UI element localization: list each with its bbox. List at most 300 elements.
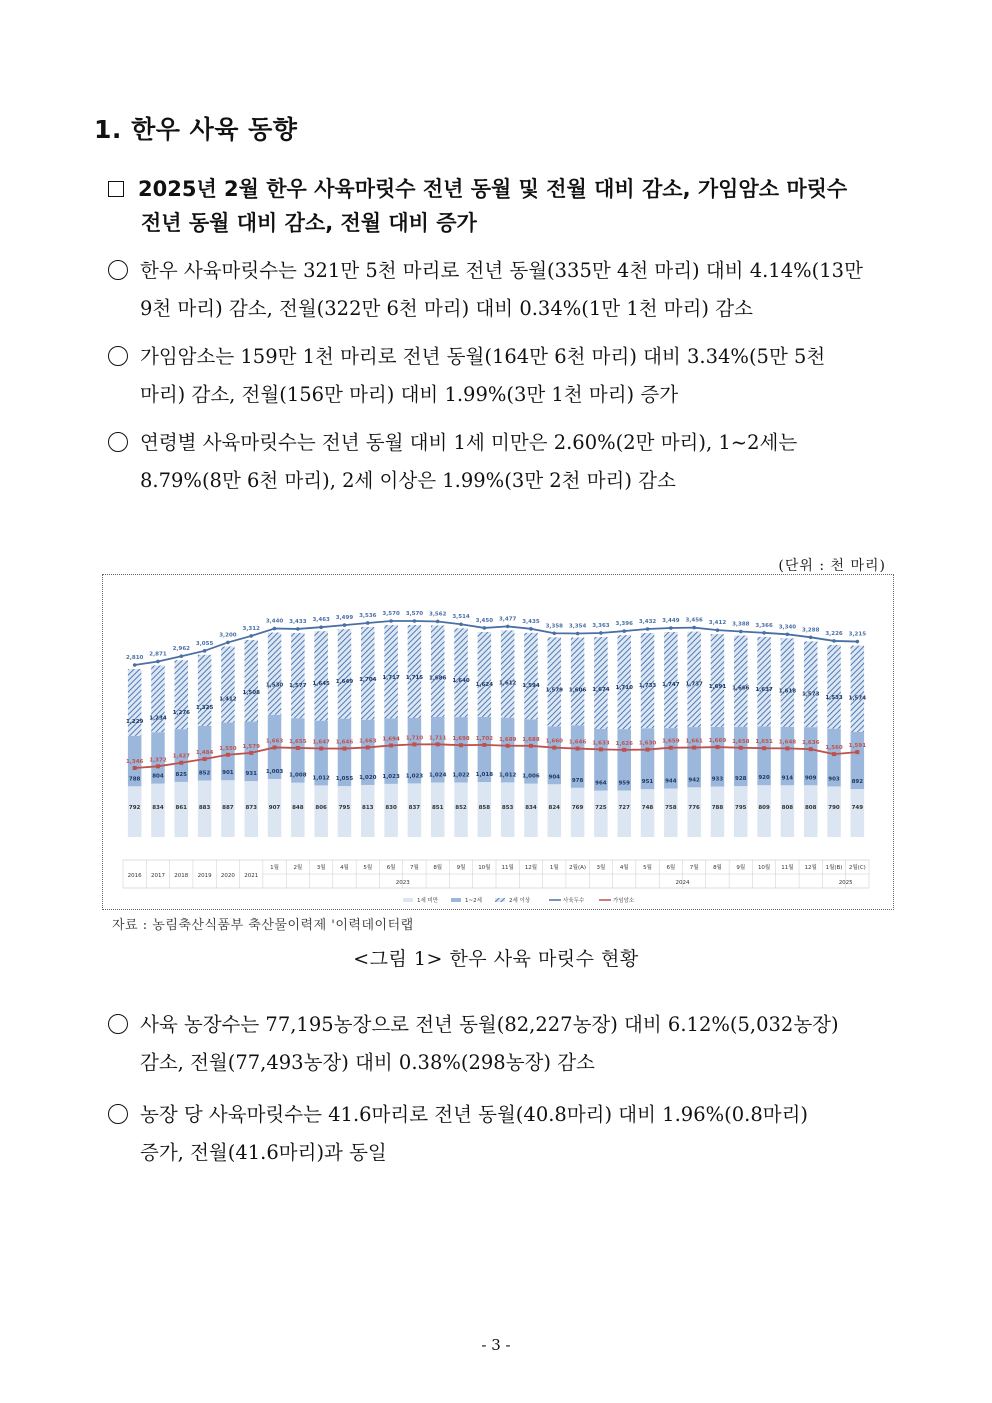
- label-total: 3,463: [312, 617, 330, 624]
- bar-under-1: [781, 785, 795, 837]
- axis-tick-label: 5월: [363, 865, 373, 871]
- label-over-2: 1,640: [452, 678, 470, 685]
- label-1-2: 1,018: [475, 772, 494, 779]
- square-bullet-icon: [108, 181, 124, 197]
- label-fertile: 1,694: [382, 736, 400, 743]
- circle-bullet-icon: [108, 346, 128, 366]
- point-fertile: [529, 744, 533, 748]
- point-total: [413, 619, 417, 623]
- point-total: [296, 627, 300, 631]
- label-under-1: 725: [595, 805, 607, 811]
- label-1-2: 1,008: [289, 772, 307, 779]
- label-fertile: 1,633: [592, 740, 610, 747]
- label-1-2: 788: [128, 776, 141, 783]
- label-1-2: 951: [641, 779, 654, 786]
- label-fertile: 1,663: [265, 738, 284, 745]
- bullet-line: 증가, 전월(41.6마리)과 동일: [140, 1141, 387, 1164]
- label-under-1: 792: [128, 805, 141, 811]
- bar-under-1: [664, 788, 678, 837]
- label-over-2: 1,637: [755, 686, 773, 693]
- label-over-2: 1,674: [592, 686, 610, 693]
- axis-tick-label: 6월: [386, 865, 396, 871]
- label-total: 3,570: [405, 611, 424, 617]
- label-under-1: 861: [175, 805, 188, 811]
- bar-over-2: [405, 625, 424, 718]
- point-fertile: [412, 742, 416, 746]
- bar-over-2: [804, 641, 818, 727]
- label-over-2: 1,276: [172, 710, 190, 717]
- circle-bullet-icon: [108, 432, 128, 452]
- axis-tick-label: 3월: [316, 865, 326, 871]
- axis-tick-label: 2017: [150, 873, 165, 879]
- label-fertile: 1,698: [452, 736, 470, 743]
- legend-label: 사육두수: [563, 898, 585, 904]
- label-fertile: 1,702: [475, 735, 494, 742]
- axis-tick-label: 8월: [433, 865, 443, 871]
- bar-under-1: [128, 786, 142, 837]
- bar-under-1: [314, 785, 328, 837]
- point-total: [366, 621, 370, 625]
- point-fertile: [809, 747, 813, 751]
- label-under-1: 776: [688, 805, 700, 811]
- point-total: [622, 629, 626, 633]
- label-1-2: 959: [618, 780, 630, 787]
- point-fertile: [203, 757, 207, 761]
- bar-over-2: [195, 655, 214, 726]
- bar-over-2: [314, 631, 328, 720]
- point-total: [436, 620, 440, 624]
- bar-over-2: [265, 633, 284, 715]
- point-total: [273, 627, 277, 631]
- point-fertile: [506, 744, 510, 748]
- bullet-item: [108, 338, 898, 414]
- label-1-2: 944: [665, 778, 677, 785]
- axis-tick-label: 10월: [757, 865, 771, 871]
- bar-under-1: [804, 785, 818, 837]
- label-over-2: 1,649: [335, 679, 354, 686]
- label-fertile: 1,579: [242, 743, 260, 750]
- label-under-1: 858: [478, 805, 491, 811]
- point-total: [226, 641, 230, 645]
- label-fertile: 1,655: [289, 738, 307, 745]
- label-1-2: 909: [804, 775, 817, 782]
- label-total: 3,477: [498, 616, 517, 623]
- bar-over-2: [291, 633, 305, 718]
- label-over-2: 1,612: [498, 680, 517, 687]
- label-over-2: 1,229: [125, 719, 144, 725]
- label-fertile: 1,689: [498, 736, 517, 743]
- bullet-item: [108, 252, 898, 328]
- point-fertile: [715, 745, 719, 749]
- point-fertile: [855, 750, 859, 754]
- point-total: [739, 630, 743, 634]
- label-total: 3,456: [685, 617, 703, 624]
- label-over-2: 1,606: [568, 687, 587, 694]
- label-1-2: 1,020: [359, 774, 377, 781]
- bullet-item: [108, 1006, 898, 1082]
- point-fertile: [179, 761, 183, 765]
- label-over-2: 1,577: [289, 682, 307, 689]
- bullet-line: 한우 사육마릿수는 321만 5천 마리로 전년 동월(335만 4천 마리) 대비 4.14%(13만: [140, 259, 863, 282]
- label-1-2: 852: [198, 770, 211, 777]
- axis-tick-label: 2016: [127, 873, 142, 879]
- circle-bullet-icon: [108, 1104, 128, 1124]
- axis-tick-label: 12월: [804, 865, 817, 871]
- label-over-2: 1,691: [708, 684, 727, 691]
- point-total: [599, 631, 603, 635]
- label-fertile: 1,636: [802, 740, 820, 747]
- axis-tick-label: 2월: [293, 865, 303, 871]
- point-total: [529, 627, 533, 631]
- point-total: [762, 631, 766, 635]
- bar-over-2: [594, 637, 608, 729]
- axis-tick-label: 12월: [524, 865, 538, 871]
- point-fertile: [226, 753, 230, 757]
- point-fertile: [249, 751, 253, 755]
- bar-over-2: [687, 632, 701, 727]
- circle-bullet-icon: [108, 1014, 128, 1034]
- label-over-2: 1,710: [615, 685, 633, 692]
- label-total: 3,514: [452, 614, 470, 621]
- label-1-2: 903: [828, 776, 840, 783]
- bar-under-1: [734, 786, 748, 837]
- label-1-2: 1,022: [452, 772, 470, 779]
- label-under-1: 837: [408, 805, 421, 811]
- label-under-1: 851: [431, 805, 444, 811]
- point-total: [133, 663, 137, 667]
- point-fertile: [646, 748, 650, 752]
- source-note: 자료 : 농림축산식품부 축산물이력제 '이력데이터랩: [112, 918, 414, 933]
- label-under-1: 769: [571, 805, 584, 811]
- point-total: [809, 636, 813, 640]
- label-under-1: 883: [198, 805, 211, 811]
- label-fertile: 1,427: [172, 753, 190, 760]
- bar-over-2: [151, 665, 165, 732]
- label-1-2: 804: [152, 773, 164, 780]
- bar-over-2: [361, 627, 375, 720]
- label-fertile: 1,372: [149, 757, 167, 764]
- legend-swatch: [403, 898, 413, 902]
- axis-tick-label: 7월: [410, 865, 419, 871]
- label-total: 3,363: [592, 622, 610, 629]
- label-total: 3,433: [289, 618, 307, 625]
- label-1-2: 942: [688, 777, 700, 784]
- label-1-2: 931: [245, 771, 257, 778]
- label-fertile: 1,647: [312, 739, 330, 746]
- bar-over-2: [524, 633, 538, 719]
- point-total: [786, 633, 790, 637]
- bar-over-2: [335, 629, 354, 718]
- point-total: [716, 628, 720, 632]
- bar-over-2: [221, 646, 235, 722]
- label-under-1: 749: [851, 805, 864, 811]
- label-1-2: 1,024: [429, 772, 447, 779]
- headline-line1: 2025년 2월 한우 사육마릿수 전년 동월 및 전월 대비 감소, 가임암소 마릿수: [138, 177, 848, 201]
- axis-tick-label: 2월(C): [848, 865, 866, 871]
- point-total: [856, 640, 860, 644]
- bar-under-1: [571, 788, 585, 837]
- label-over-2: 1,733: [638, 682, 657, 689]
- label-total: 3,055: [195, 640, 214, 647]
- axis-tick-label: 1월: [270, 865, 279, 871]
- bar-over-2: [708, 634, 727, 727]
- label-over-2: 1,508: [242, 689, 260, 696]
- label-total: 3,570: [382, 611, 400, 617]
- label-under-1: 873: [245, 805, 257, 811]
- label-total: 3,340: [778, 624, 797, 631]
- label-under-1: 907: [268, 805, 281, 811]
- label-total: 3,450: [475, 617, 494, 624]
- label-under-1: 853: [501, 805, 514, 811]
- bullet-line: 농장 당 사육마릿수는 41.6마리로 전년 동월(40.8마리) 대비 1.96%(0.8마리): [140, 1103, 809, 1126]
- legend-label: 2세 이상: [509, 898, 531, 904]
- page-number: - 3 -: [481, 1336, 511, 1354]
- point-fertile: [669, 746, 673, 750]
- label-under-1: 824: [548, 805, 561, 811]
- label-over-2: 1,618: [778, 688, 797, 695]
- point-fertile: [319, 746, 323, 750]
- label-under-1: 813: [362, 805, 374, 811]
- axis-tick-label: 2019: [197, 873, 212, 879]
- label-under-1: 795: [338, 805, 351, 811]
- section-title: 1. 한우 사육 동향: [94, 115, 298, 144]
- label-1-2: 1,023: [382, 773, 400, 780]
- label-over-2: 1,686: [429, 675, 447, 682]
- cattle-population-chart: [103, 575, 892, 908]
- point-total: [319, 625, 323, 629]
- label-1-2: 901: [222, 770, 234, 777]
- label-total: 3,366: [755, 622, 773, 629]
- label-over-2: 1,530: [265, 682, 284, 689]
- label-1-2: 928: [735, 776, 747, 783]
- headline-line2: 전년 동월 대비 감소, 전월 대비 증가: [141, 211, 477, 235]
- label-under-1: 758: [665, 805, 677, 811]
- point-total: [156, 660, 160, 664]
- label-total: 3,396: [615, 621, 633, 628]
- label-1-2: 1,003: [265, 768, 284, 775]
- point-fertile: [342, 747, 346, 751]
- label-total: 3,226: [825, 630, 843, 637]
- label-over-2: 1,704: [359, 676, 377, 683]
- unit-label: (단위 : 천 마리): [778, 558, 886, 574]
- bullet-line: 8.79%(8만 6천 마리), 2세 이상은 1.99%(3만 2천 마리) 감소: [140, 469, 676, 492]
- label-over-2: 1,234: [149, 715, 167, 722]
- label-total: 2,810: [125, 655, 144, 661]
- label-total: 3,536: [359, 612, 377, 619]
- axis-year-label: 2023: [395, 880, 410, 886]
- label-fertile: 1,591: [848, 743, 867, 750]
- point-fertile: [785, 746, 789, 750]
- label-total: 2,962: [172, 646, 190, 653]
- point-total: [832, 639, 836, 643]
- label-under-1: 809: [758, 805, 770, 811]
- bar-over-2: [244, 640, 258, 722]
- label-1-2: 825: [175, 771, 188, 778]
- label-total: 3,388: [732, 621, 750, 628]
- label-1-2: 1,055: [335, 776, 354, 783]
- label-over-2: 1,579: [545, 687, 563, 694]
- point-fertile: [156, 764, 160, 768]
- bar-over-2: [757, 637, 771, 727]
- axis-year-label: 2024: [675, 880, 690, 886]
- point-total: [506, 625, 510, 629]
- label-total: 3,432: [638, 618, 657, 625]
- label-fertile: 1,661: [685, 738, 703, 745]
- point-total: [343, 623, 347, 627]
- label-over-2: 1,666: [732, 685, 750, 692]
- legend-swatch: [495, 898, 505, 902]
- label-total: 3,435: [522, 618, 540, 625]
- bar-under-1: [617, 790, 631, 837]
- point-fertile: [436, 742, 440, 746]
- axis-tick-label: 3월: [596, 865, 606, 871]
- bullet-line: 사육 농장수는 77,195농장으로 전년 동월(82,227농장) 대비 6.12%(5,032농장): [140, 1013, 839, 1036]
- label-fertile: 1,711: [429, 735, 447, 742]
- bullet-line: 연령별 사육마릿수는 전년 동월 대비 1세 미만은 2.60%(2만 마리), 1~2세는: [140, 431, 798, 454]
- circle-bullet-icon: [108, 260, 128, 280]
- bullet-line: 가임암소는 159만 1천 마리로 전년 동월(164만 6천 마리) 대비 3.34%(5만 5천: [140, 345, 826, 368]
- point-total: [179, 654, 183, 658]
- bar-over-2: [475, 632, 494, 717]
- label-under-1: 808: [781, 805, 794, 811]
- label-fertile: 1,710: [405, 735, 424, 742]
- axis-tick-label: 2018: [174, 873, 189, 879]
- bar-over-2: [734, 636, 748, 727]
- axis-tick-label: 2월(A): [569, 865, 587, 871]
- label-total: 3,354: [568, 623, 587, 630]
- point-fertile: [366, 745, 370, 749]
- label-fertile: 1,646: [568, 739, 587, 746]
- label-fertile: 1,550: [219, 745, 237, 752]
- axis-tick-label: 4월: [619, 865, 629, 871]
- label-fertile: 1,669: [708, 738, 727, 745]
- bar-under-1: [851, 789, 865, 837]
- label-1-2: 933: [711, 776, 724, 783]
- label-under-1: 834: [152, 805, 164, 811]
- label-fertile: 1,560: [825, 745, 843, 752]
- bar-under-1: [827, 786, 841, 837]
- label-1-2: 892: [851, 779, 864, 786]
- point-fertile: [622, 748, 626, 752]
- bar-over-2: [384, 625, 398, 718]
- axis-tick-label: 2021: [244, 873, 259, 879]
- bar-over-2: [617, 635, 631, 729]
- bullet-line: 9천 마리) 감소, 전월(322만 6천 마리) 대비 0.34%(1만 1천 마리) 감소: [140, 297, 753, 320]
- axis-tick-label: 9월: [736, 865, 746, 871]
- label-1-2: 1,012: [498, 772, 517, 779]
- bar-over-2: [638, 633, 657, 728]
- axis-tick-label: 9월: [456, 865, 466, 871]
- label-1-2: 1,012: [312, 775, 330, 782]
- point-fertile: [552, 746, 556, 750]
- axis-tick-label: 4월: [340, 865, 349, 871]
- bar-under-1: [757, 785, 771, 837]
- point-fertile: [273, 745, 277, 749]
- label-1-2: 920: [758, 775, 770, 782]
- bar-under-1: [338, 786, 352, 837]
- label-total: 3,449: [662, 618, 680, 625]
- axis-tick-label: 5월: [643, 865, 652, 871]
- label-over-2: 1,412: [219, 696, 237, 703]
- label-over-2: 1,737: [685, 681, 703, 688]
- legend-label: 가임암소: [613, 898, 635, 904]
- label-under-1: 795: [735, 805, 747, 811]
- point-fertile: [296, 746, 300, 750]
- point-total: [203, 649, 207, 653]
- label-over-2: 1,747: [662, 682, 680, 689]
- label-over-2: 1,325: [195, 704, 214, 711]
- bullet-line: 감소, 전월(77,493농장) 대비 0.38%(298농장) 감소: [140, 1051, 595, 1074]
- bar-over-2: [848, 646, 867, 732]
- label-over-2: 1,624: [475, 681, 494, 688]
- point-total: [646, 627, 650, 631]
- bar-over-2: [431, 625, 445, 717]
- point-fertile: [692, 746, 696, 750]
- label-under-1: 830: [385, 805, 397, 811]
- point-fertile: [739, 746, 743, 750]
- label-total: 3,288: [802, 627, 820, 634]
- point-fertile: [599, 747, 603, 751]
- label-total: 3,562: [429, 611, 447, 618]
- label-under-1: 748: [641, 805, 654, 811]
- label-total: 2,871: [149, 651, 167, 658]
- label-total: 3,412: [708, 620, 727, 627]
- point-fertile: [762, 746, 766, 750]
- label-under-1: 852: [455, 805, 467, 811]
- legend-label: 1세 미만: [417, 898, 439, 904]
- bullet-item: [108, 1096, 898, 1172]
- bar-over-2: [454, 628, 468, 717]
- point-total: [669, 626, 673, 630]
- label-over-2: 1,645: [312, 681, 330, 688]
- figure-caption: <그림 1> 한우 사육 마릿수 현황: [353, 948, 639, 970]
- label-over-2: 1,574: [848, 695, 867, 702]
- label-over-2: 1,533: [825, 694, 843, 701]
- bar-over-2: [778, 638, 797, 726]
- label-fertile: 1,651: [755, 739, 773, 746]
- bar-over-2: [664, 632, 678, 728]
- bar-over-2: [125, 669, 144, 736]
- point-fertile: [459, 743, 463, 747]
- legend-swatch: [451, 898, 461, 902]
- label-over-2: 1,573: [802, 691, 820, 698]
- label-fertile: 1,346: [125, 759, 144, 765]
- legend-label: 1~2세: [465, 898, 482, 904]
- label-1-2: 978: [571, 777, 584, 784]
- bar-over-2: [827, 645, 841, 729]
- axis-tick-label: 1월(B): [825, 865, 843, 871]
- label-fertile: 1,658: [732, 738, 750, 745]
- bar-over-2: [568, 638, 587, 726]
- label-under-1: 788: [711, 805, 724, 811]
- label-fertile: 1,648: [778, 739, 797, 746]
- chart-frame: [102, 574, 894, 910]
- bar-under-1: [641, 789, 655, 837]
- label-fertile: 1,646: [335, 739, 354, 746]
- point-total: [576, 632, 580, 636]
- label-under-1: 790: [828, 805, 840, 811]
- axis-year-label: 2025: [838, 880, 853, 886]
- label-under-1: 887: [222, 805, 234, 811]
- label-over-2: 1,594: [522, 682, 540, 689]
- label-total: 3,215: [848, 631, 867, 638]
- headline: [108, 172, 908, 240]
- bullet-line: 마리) 감소, 전월(156만 마리) 대비 1.99%(3만 1천 마리) 증가: [140, 383, 679, 406]
- axis-tick-label: 11월: [781, 865, 794, 871]
- label-1-2: 904: [548, 774, 561, 781]
- point-total: [483, 626, 487, 630]
- point-fertile: [389, 743, 393, 747]
